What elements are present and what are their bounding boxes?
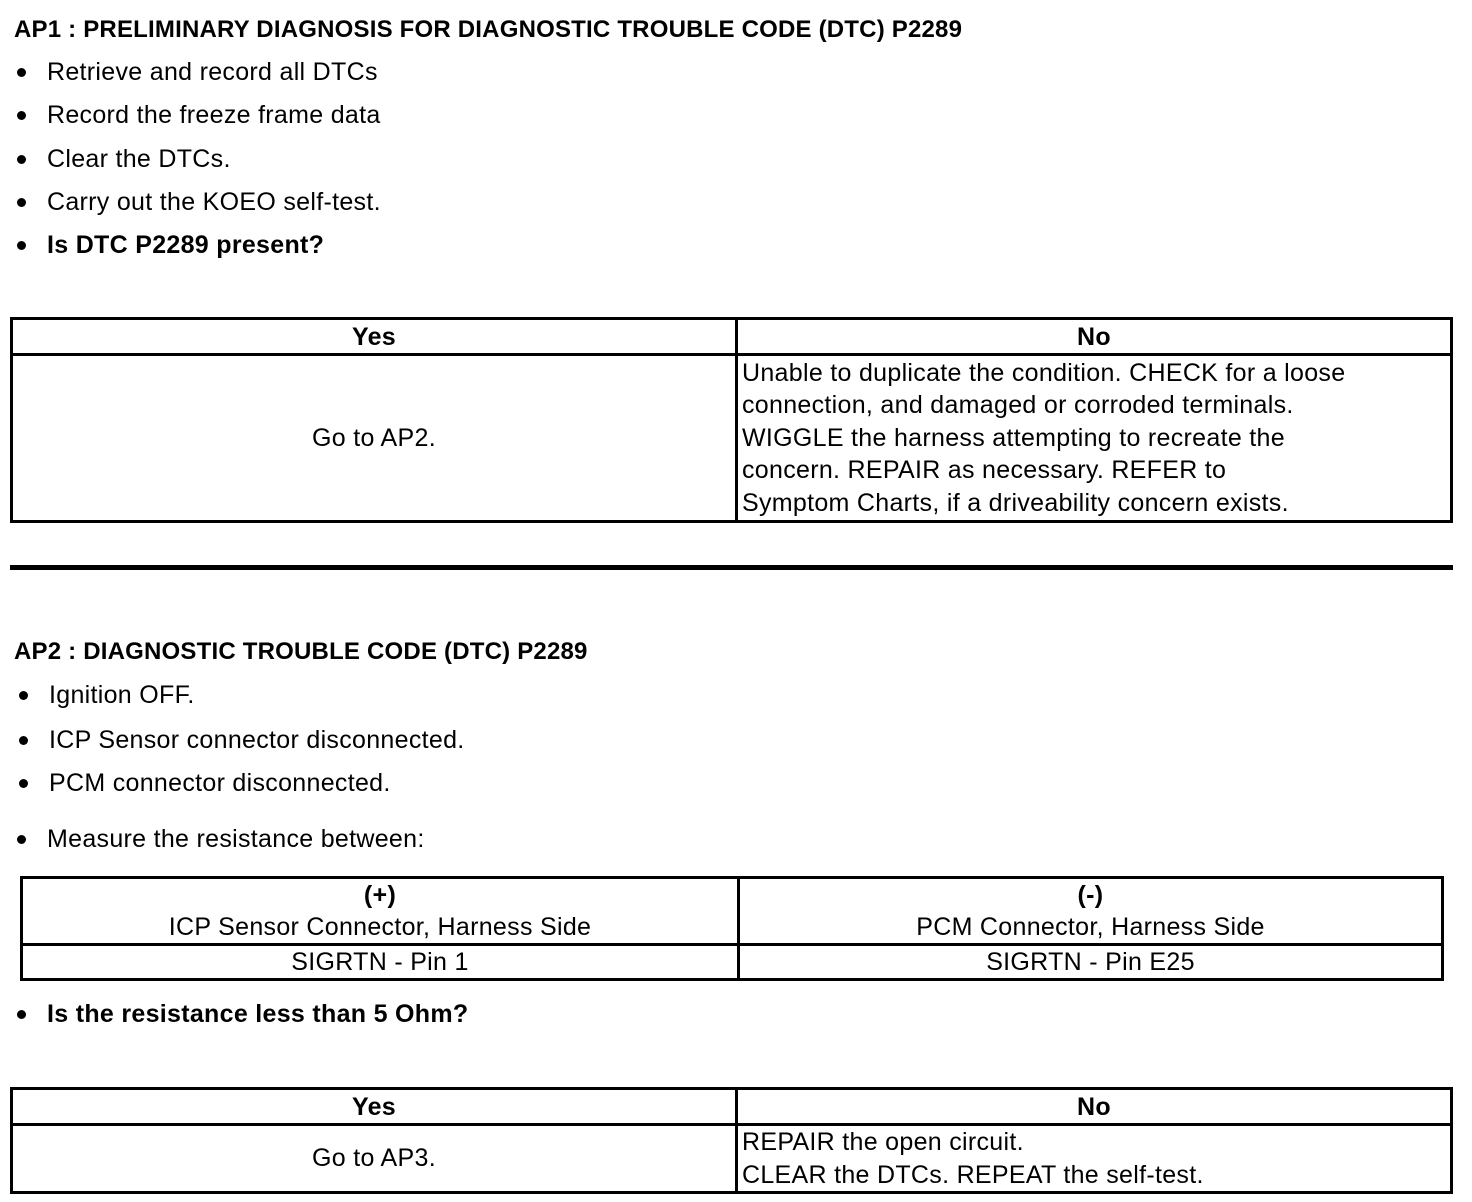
step-text: Ignition OFF. bbox=[49, 681, 195, 709]
ap2-step bbox=[49, 680, 195, 710]
ap1-step bbox=[47, 187, 381, 217]
yes-header: Yes bbox=[12, 1089, 737, 1125]
ap2-measure-step bbox=[47, 824, 425, 854]
negative-value: SIGRTN - Pin E25 bbox=[739, 945, 1443, 980]
bullet-icon bbox=[19, 779, 28, 788]
ap2-title: AP2 : DIAGNOSTIC TROUBLE CODE (DTC) P2289 bbox=[14, 638, 588, 665]
bullet-icon bbox=[17, 198, 26, 207]
yes-cell: Go to AP3. bbox=[12, 1125, 737, 1193]
no-cell bbox=[737, 355, 1452, 522]
bullet-icon bbox=[17, 111, 26, 120]
no-line: REPAIR the open circuit. bbox=[742, 1128, 1024, 1156]
bullet-icon bbox=[19, 736, 28, 745]
no-line: WIGGLE the harness attempting to recreate the bbox=[742, 423, 1285, 452]
ap2-step bbox=[49, 725, 465, 755]
ap1-step bbox=[47, 57, 378, 87]
bullet-icon bbox=[17, 241, 26, 250]
question-text: Is the resistance less than 5 Ohm? bbox=[47, 1000, 469, 1028]
step-text: Record the freeze frame data bbox=[47, 101, 381, 129]
bullet-icon bbox=[17, 1010, 26, 1019]
positive-label: ICP Sensor Connector, Harness Side bbox=[168, 913, 592, 941]
step-text: PCM connector disconnected. bbox=[49, 769, 391, 797]
bullet-icon bbox=[17, 835, 26, 844]
no-line: CLEAR the DTCs. REPEAT the self-test. bbox=[742, 1160, 1204, 1189]
positive-symbol: (+) bbox=[363, 881, 397, 909]
ap1-step bbox=[47, 100, 381, 130]
no-header: No bbox=[737, 319, 1452, 355]
ap1-step bbox=[47, 144, 231, 174]
ap2-question bbox=[47, 999, 468, 1029]
no-cell bbox=[737, 1125, 1452, 1193]
yes-cell: Go to AP2. bbox=[12, 355, 737, 522]
ap2-step bbox=[49, 768, 391, 798]
positive-header bbox=[22, 878, 739, 945]
step-text: Clear the DTCs. bbox=[47, 145, 231, 173]
step-text: Retrieve and record all DTCs bbox=[47, 58, 378, 86]
negative-symbol: (-) bbox=[1077, 881, 1104, 909]
negative-label: PCM Connector, Harness Side bbox=[916, 913, 1265, 941]
ap1-question bbox=[47, 230, 324, 260]
no-line: Unable to duplicate the condition. CHECK for a loose bbox=[742, 358, 1346, 387]
ap2-result-table bbox=[10, 1087, 1453, 1194]
bullet-icon bbox=[17, 155, 26, 164]
positive-value: SIGRTN - Pin 1 bbox=[22, 945, 739, 980]
bullet-icon bbox=[17, 68, 26, 77]
no-line: Symptom Charts, if a driveability concern exists. bbox=[742, 488, 1289, 517]
step-text: Measure the resistance between: bbox=[47, 825, 425, 853]
step-text: ICP Sensor connector disconnected. bbox=[49, 726, 465, 754]
question-text: Is DTC P2289 present? bbox=[47, 231, 325, 259]
ap1-title: AP1 : PRELIMINARY DIAGNOSIS FOR DIAGNOSTIC TROUBLE CODE (DTC) P2289 bbox=[14, 16, 963, 43]
ap2-measure-table bbox=[20, 876, 1444, 981]
no-line: connection, and damaged or corroded terminals. bbox=[742, 391, 1294, 420]
negative-header bbox=[739, 878, 1443, 945]
bullet-icon bbox=[19, 691, 28, 700]
yes-header: Yes bbox=[12, 319, 737, 355]
no-line: concern. REPAIR as necessary. REFER to bbox=[742, 456, 1227, 485]
step-text: Carry out the KOEO self-test. bbox=[47, 188, 381, 216]
ap1-result-table bbox=[10, 317, 1453, 523]
no-header: No bbox=[737, 1089, 1452, 1125]
section-divider bbox=[10, 565, 1453, 570]
